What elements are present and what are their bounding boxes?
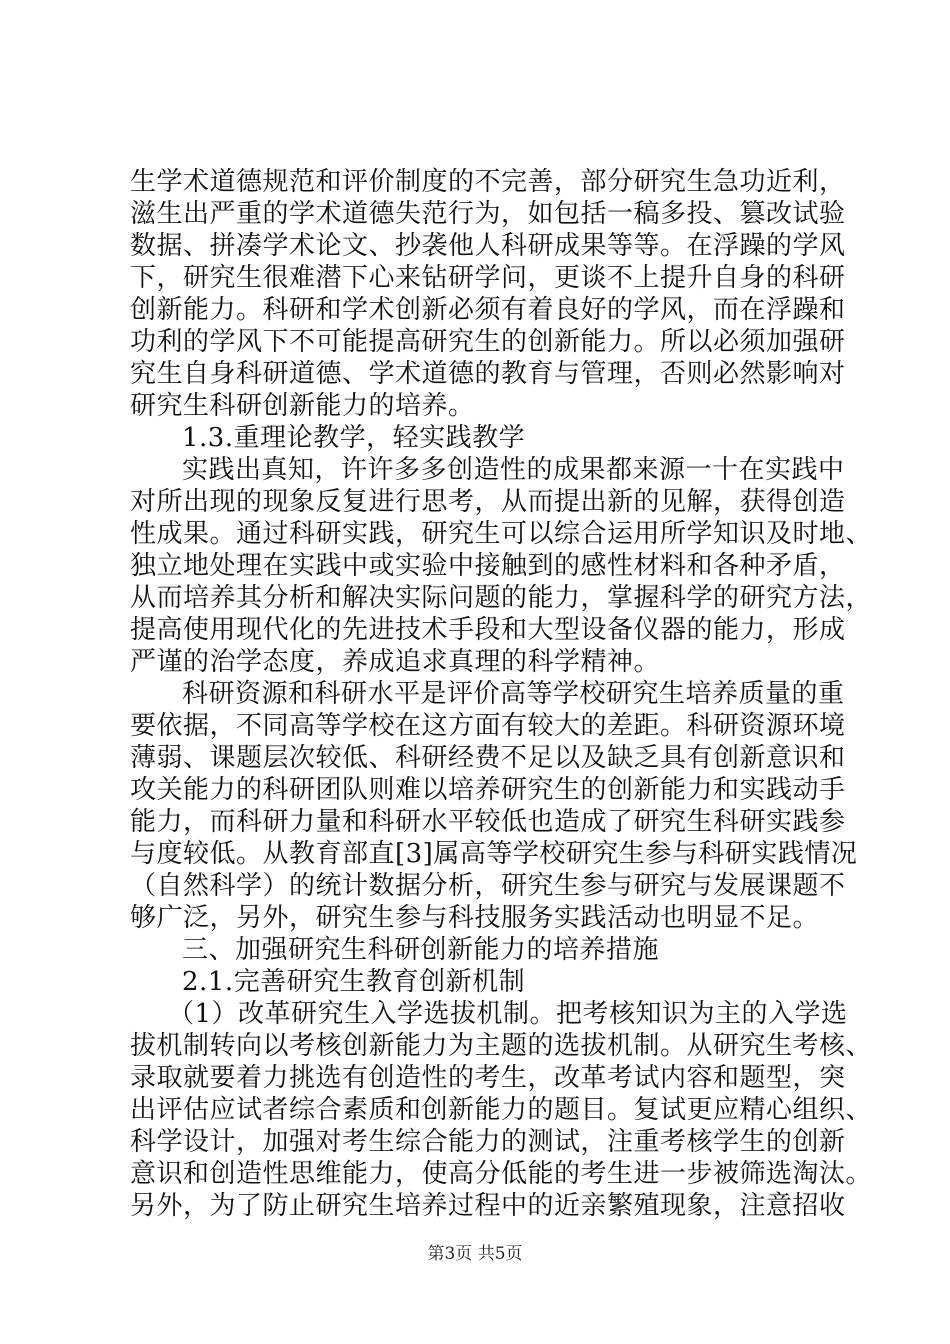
paragraph-line: 提高使用现代化的先进技术手段和大型设备仪器的能力，形成 bbox=[130, 615, 846, 645]
paragraph-line: 科学设计，加强对考生综合能力的测试，注重考核学生的创新 bbox=[130, 1127, 846, 1157]
paragraph-line: 与度较低。从教育部直[3]属高等学校研究生参与科研实践情况 bbox=[130, 839, 858, 869]
paragraph-line: 实践出真知，许许多多创造性的成果都来源一十在实践中 bbox=[182, 455, 845, 485]
paragraph-line: 独立地处理在实践中或实验中接触到的感性材料和各种矛盾， bbox=[130, 551, 846, 581]
paragraph-line: 能力，而科研力量和科研水平较低也造成了研究生科研实践参 bbox=[130, 807, 846, 837]
section-heading: 2.1.完善研究生教育创新机制 bbox=[182, 967, 526, 997]
paragraph-line: 拔机制转向以考核创新能力为主题的选拔机制。从研究生考核、 bbox=[130, 1031, 873, 1061]
paragraph-line: 录取就要着力挑选有创造性的考生，改革考试内容和题型，突 bbox=[130, 1063, 846, 1093]
paragraph-line: 出评估应试者综合素质和创新能力的题目。复试更应精心组织、 bbox=[130, 1095, 873, 1125]
paragraph-line: 科研资源和科研水平是评价高等学校研究生培养质量的重 bbox=[182, 679, 845, 709]
paragraph-line: 数据、拼凑学术论文、抄袭他人科研成果等等。在浮躁的学风 bbox=[130, 231, 846, 261]
section-heading: 三、加强研究生科研创新能力的培养措施 bbox=[182, 935, 660, 965]
paragraph-line: （自然科学）的统计数据分析，研究生参与研究与发展课题不 bbox=[130, 871, 846, 901]
paragraph-line: 滋生出严重的学术道德失范行为，如包括一稿多投、篡改试验 bbox=[130, 199, 846, 229]
section-heading: 1.3.重理论教学，轻实践教学 bbox=[182, 423, 526, 453]
paragraph-line: 究生自身科研道德、学术道德的教育与管理，否则必然影响对 bbox=[130, 359, 846, 389]
paragraph-line: 创新能力。科研和学术创新必须有着良好的学风，而在浮躁和 bbox=[130, 295, 846, 325]
paragraph-line: 薄弱、课题层次较低、科研经费不足以及缺乏具有创新意识和 bbox=[130, 743, 846, 773]
paragraph-line: 下，研究生很难潜下心来钻研学问，更谈不上提升自身的科研 bbox=[130, 263, 846, 293]
paragraph-line: 意识和创造性思维能力，使高分低能的考生进一步被筛选淘汰。 bbox=[130, 1159, 873, 1189]
paragraph-line: 对所出现的现象反复进行思考，从而提出新的见解，获得创造 bbox=[130, 487, 846, 517]
paragraph-line: 另外，为了防止研究生培养过程中的近亲繁殖现象，注意招收 bbox=[130, 1191, 846, 1221]
paragraph-line: （1）改革研究生入学选拔机制。把考核知识为主的入学选 bbox=[168, 999, 848, 1029]
paragraph-line: 严谨的治学态度，养成追求真理的科学精神。 bbox=[130, 647, 661, 677]
paragraph-line: 够广泛，另外，研究生参与科技服务实践活动也明显不足。 bbox=[130, 903, 820, 933]
paragraph-line: 攻关能力的科研团队则难以培养研究生的创新能力和实践动手 bbox=[130, 775, 846, 805]
paragraph-line: 性成果。通过科研实践，研究生可以综合运用所学知识及时地、 bbox=[130, 519, 873, 549]
paragraph-line: 研究生科研创新能力的培养。 bbox=[130, 391, 475, 421]
paragraph-line: 要依据，不同高等学校在这方面有较大的差距。科研资源环境 bbox=[130, 711, 846, 741]
paragraph-line: 生学术道德规范和评价制度的不完善，部分研究生急功近利， bbox=[130, 167, 846, 197]
paragraph-line: 从而培养其分析和解决实际问题的能力，掌握科学的研究方法， bbox=[130, 583, 873, 613]
paragraph-line: 功利的学风下不可能提高研究生的创新能力。所以必须加强研 bbox=[130, 327, 846, 357]
page-footer: 第3页 共5页 bbox=[427, 1244, 523, 1264]
